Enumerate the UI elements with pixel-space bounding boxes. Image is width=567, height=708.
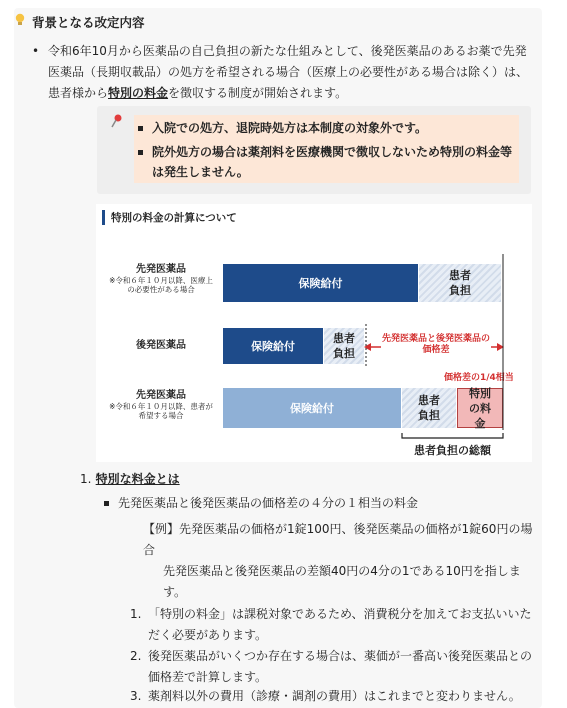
row-label-text: 先発医薬品 (136, 390, 186, 401)
section-bullet (118, 493, 528, 514)
row-label-text: 後発医薬品 (136, 340, 186, 351)
note-item-text: 院外処方の場合は薬剤料を医療機関で徴収しないため特別の料金等は発生しません。 (152, 145, 513, 179)
bullet-square (104, 501, 109, 506)
intro-highlight: 特別の料金 (108, 86, 169, 100)
numbered-item (130, 646, 533, 688)
item-text: 後発医薬品がいくつか存在する場合は、薬価が一番高い後発医薬品との価格差で計算します。 (148, 649, 533, 684)
item-text: 薬剤料以外の費用（診療・調剤の費用）はこれまでと変わりません。 (148, 689, 521, 703)
price-gap-label: 先発医薬品と後発医薬品の価格差 (381, 334, 490, 355)
example-detail: 先発医薬品と後発医薬品の差額40円の4分の1である10円を指します。 (163, 564, 521, 599)
box-label: 患者負担 (333, 332, 355, 360)
bar-label: 保険給付 (251, 340, 295, 353)
bullet-dot: • (32, 44, 40, 58)
pushpin-icon (111, 114, 123, 132)
section-number: 1. (80, 472, 92, 486)
note-item (152, 142, 512, 182)
numbered-item (130, 686, 533, 707)
intro-text-2: を徴収する制度が開始されます。 (168, 86, 348, 100)
row-label-text: 先発医薬品 (136, 264, 186, 275)
section-1-heading (80, 470, 180, 487)
row-sub-text: ※令和６年１０月以降、医療上の必要性がある場合 (109, 276, 213, 294)
bullet-square (138, 126, 143, 131)
note-item-text: 入院での処方、退院時処方は本制度の対象外です。 (152, 121, 428, 135)
box-label: 患者負担 (449, 269, 471, 297)
section-title-link: 特別な料金とは (95, 472, 180, 486)
bullet-square (138, 150, 143, 155)
intro-paragraph (32, 41, 534, 104)
item-number: 3. (130, 689, 142, 703)
note-item (152, 118, 512, 138)
item-number: 1. (130, 607, 142, 621)
note-box (97, 106, 531, 194)
item-text: 「特別の料金」は課税対象であるため、消費税分を加えてお支払いいただく必要があります。 (148, 607, 532, 642)
example-text: 【例】先発医薬品の価格が1錠100円、後発医薬品の価格が1錠60円の場合 (143, 522, 533, 557)
total-label: 患者負担の総額 (414, 444, 491, 457)
box-label: 患者負担 (418, 394, 440, 422)
lightbulb-icon (14, 13, 32, 31)
bullet-text: 先発医薬品と後発医薬品の価格差の４分の１相当の料金 (118, 496, 419, 510)
row-sub-text: ※令和６年１０月以降、患者が希望する場合 (109, 402, 213, 420)
item-number: 2. (130, 649, 142, 663)
quarter-label: 価格差の1/4相当 (444, 373, 514, 383)
bar-label: 保険給付 (290, 402, 334, 415)
guide-lines (96, 204, 532, 462)
intro-text-1: 令和6年10月から医薬品の自己負担の新たな仕組みとして、後発医薬品のあるお薬で先発医薬品（長期収載品）の処方を希望される場合（医療上の必要性がある場合は除く）は、患者様から (48, 44, 529, 100)
figure-title: 特別の料金の計算について (102, 210, 237, 225)
calculation-figure (96, 204, 532, 462)
section-title: 背景となる改定内容 (32, 15, 145, 30)
bar-label: 保険給付 (298, 277, 343, 290)
section-heading (14, 13, 145, 31)
numbered-item (130, 604, 533, 646)
box-label: 特別の料金 (469, 386, 491, 430)
